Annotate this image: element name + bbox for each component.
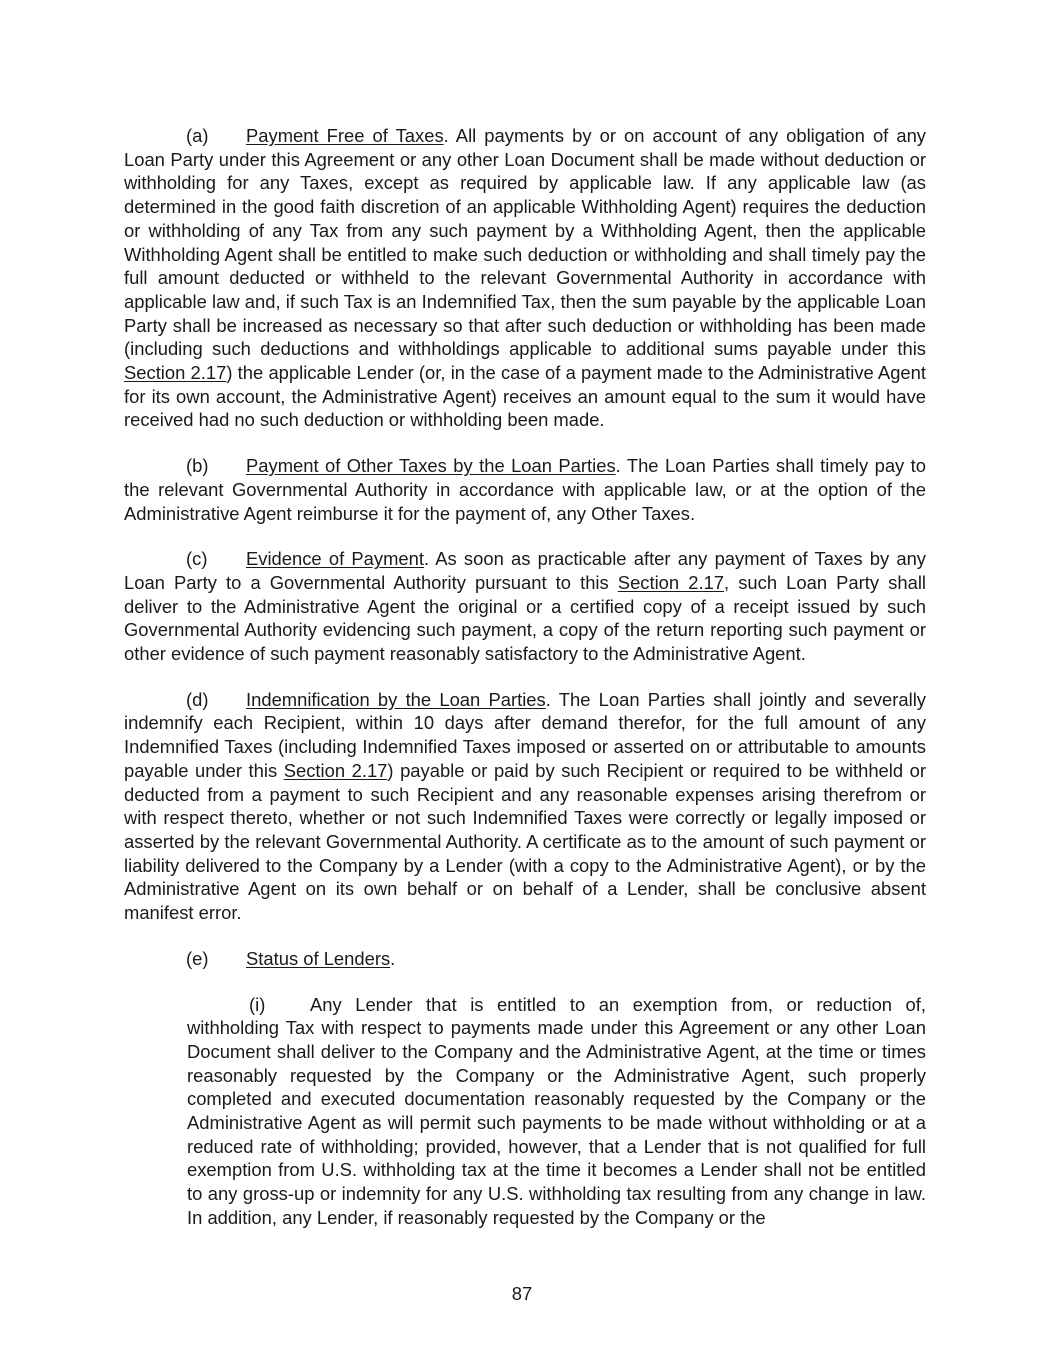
paragraph-c [124,547,926,666]
paragraph-text: . The Loan Parties shall timely pay to the relevant Governmental Authority in accordance with applicable law, or at the option of the Administrative Agent reimburse it for the payment of, any Other Taxes. [124,455,926,524]
paragraph-b [124,454,926,525]
paragraph-heading: Evidence of Payment [246,548,424,570]
subparagraph-text: Any Lender that is entitled to an exemption from, or reduction of, withholding Tax with respect to payments made under this Agreement or any other Loan Document shall deliver to the Company and the Administrative Agent, at the time or times reasonably requested by the Company or the Administrative Agent, such properly completed and executed documentation reasonably requested by the Company or the Administrative Agent as will permit such payments to be made without withholding or at a reduced rate of withholding; provided, however, that a Lender that is not qualified for full exemption from U.S. withholding tax at the time it becomes a Lender shall not be entitled to any gross-up or indemnity for any U.S. withholding tax resulting from any change in law. In addition, any Lender, if reasonably requested by the Company or the [187,993,926,1228]
paragraph-text: ) the applicable Lender (or, in the case of a payment made to the Administrative Agent for its own account, the Administrative Agent) receives an amount equal to the sum it would have received had no such deduction or withholding been made. [124,362,926,431]
paragraph-heading: Status of Lenders [246,947,391,969]
document-page [124,124,926,1248]
page-number: 87 [511,1283,533,1304]
paragraph-heading: Payment Free of Taxes [246,125,444,146]
paragraph-label: (a) [186,125,209,146]
paragraph-text: , such Loan Party shall deliver to the Administrative Agent the original or a certified copy of a receipt issued by such Governmental Authority evidencing such payment, a copy of the return reporting such payment or other evidence of such payment reasonably satisfactory to the Administrative Agent. [124,571,926,665]
paragraph-text: ) payable or paid by such Recipient or required to be withheld or deducted from a payment to such Recipient and any reasonable expenses arising therefrom or with respect thereto, whether or not such Indemnified Taxes were correctly or legally imposed or asserted by the relevant Governmental Authority. A certificate as to the amount of such payment or liability delivered to the Company by a Lender (with a copy to the Administrative Agent), or by the Administrative Agent on its own behalf or on behalf of a Lender, shall be conclusive absent manifest error. [124,759,927,924]
paragraph-text: . [390,947,396,969]
section-reference: Section 2.17 [124,362,227,384]
paragraph-e [124,947,926,971]
paragraph-label: (d) [186,688,209,710]
paragraph-a [124,124,926,432]
paragraph-text: . All payments by or on account of any obligation of any Loan Party under this Agreement or any other Loan Document shall be made without deduction or withholding for any Taxes, except as required by applicable law. If any applicable law (as determined in the good faith discretion of an applicable Withholding Agent) requires the deduction or withholding of any Tax from any such payment by a Withholding Agent, then the applicable Withholding Agent shall be entitled to make such deduction or withholding and shall timely pay the full amount deducted or withheld to the relevant Governmental Authority in accordance with applicable law and, if such Tax is an Indemnified Tax, then the sum payable by the applicable Loan Party shall be increased as necessary so that after such deduction or withholding has been made (including such deductions and withholdings applicable to additional sums payable under this [124,125,926,360]
subparagraph-label: (i) [249,993,266,1015]
subparagraph-e-i [187,993,926,1230]
paragraph-heading: Indemnification by the Loan Parties [246,688,546,710]
paragraph-text: . The Loan Parties shall jointly and severally indemnify each Recipient, within 10 days after demand therefor, for the full amount of any Indemnified Taxes (including Indemnified Taxes imposed or asserted on or attributable to amounts payable under this [124,688,926,781]
paragraph-text: . As soon as practicable after any payment of Taxes by any Loan Party to a Governmental Authority pursuant to this [124,548,927,593]
paragraph-label: (e) [186,947,209,969]
paragraph-d [124,688,926,925]
section-reference: Section 2.17 [617,571,725,593]
section-reference: Section 2.17 [283,759,388,781]
paragraph-heading: Payment of Other Taxes by the Loan Parties [246,455,616,477]
paragraph-label: (b) [186,455,209,477]
paragraph-label: (c) [186,548,208,570]
